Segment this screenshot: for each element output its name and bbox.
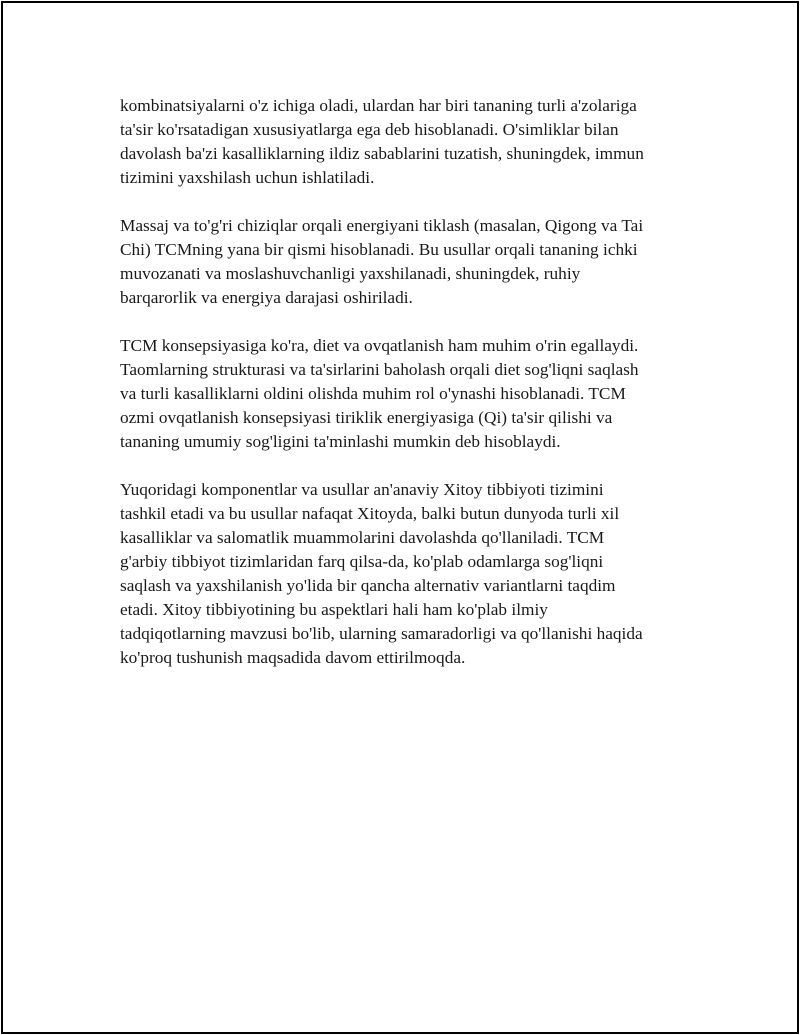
paragraph-conclusion [120,478,690,670]
text-line: saqlash va yaxshilanish yo'lida bir qancha alternativ variantlarni taqdim [120,576,616,595]
text-line: kasalliklar va salomatlik muammolarini davolashda qo'llaniladi. TCM [120,528,605,547]
text-line: muvozanati va moslashuvchanligi yaxshilanadi, shuningdek, ruhiy [120,264,581,283]
text-line: tadqiqotlarning mavzusi bo'lib, ularning samaradorligi va qo'llanishi haqida [120,624,643,643]
text-line: Taomlarning strukturasi va ta'sirlarini baholash orqali diet sog'liqni saqlash [120,360,639,379]
text-line: davolash ba'zi kasalliklarning ildiz sabablarini tuzatish, shuningdek, immun [120,144,644,163]
text-line: tananing umumiy sog'ligini ta'minlashi mumkin deb hisoblaydi. [120,432,561,451]
text-line: ozmi ovqatlanish konsepsiyasi tiriklik energiyasiga (Qi) ta'sir qilishi va [120,408,613,427]
text-line: Massaj va to'g'ri chiziqlar orqali energiyani tiklash (masalan, Qigong va Tai [120,216,644,235]
text-line: Yuqoridagi komponentlar va usullar an'anaviy Xitoy tibbiyoti tizimini [120,480,604,499]
text-line: etadi. Xitoy tibbiyotining bu aspektlari hali ham ko'plab ilmiy [120,600,548,619]
text-line: tashkil etadi va bu usullar nafaqat Xitoyda, balki butun dunyoda turli xil [120,504,620,523]
document-page [1,1,799,1034]
text-line: ko'proq tushunish maqsadida davom ettirilmoqda. [120,648,466,667]
document-body [120,94,690,694]
paragraph-herbal-medicine [120,94,690,190]
text-line: kombinatsiyalarni o'z ichiga oladi, ulardan har biri tananing turli a'zolariga [120,96,637,115]
paragraph-massage-qigong [120,214,690,310]
text-line: tizimini yaxshilash uchun ishlatiladi. [120,168,375,187]
text-line: va turli kasalliklarni oldini olishda muhim rol o'ynashi hisoblanadi. TCM [120,384,626,403]
text-line: g'arbiy tibbiyot tizimlaridan farq qilsa-da, ko'plab odamlarga sog'liqni [120,552,604,571]
text-line: TCM konsepsiyasiga ko'ra, diet va ovqatlanish ham muhim o'rin egallaydi. [120,336,639,355]
paragraph-diet-nutrition [120,334,690,454]
text-line: Chi) TCMning yana bir qismi hisoblanadi. Bu usullar orqali tananing ichki [120,240,638,259]
text-line: ta'sir ko'rsatadigan xususiyatlarga ega deb hisoblanadi. O'simliklar bilan [120,120,619,139]
text-line: barqarorlik va energiya darajasi oshiriladi. [120,288,413,307]
